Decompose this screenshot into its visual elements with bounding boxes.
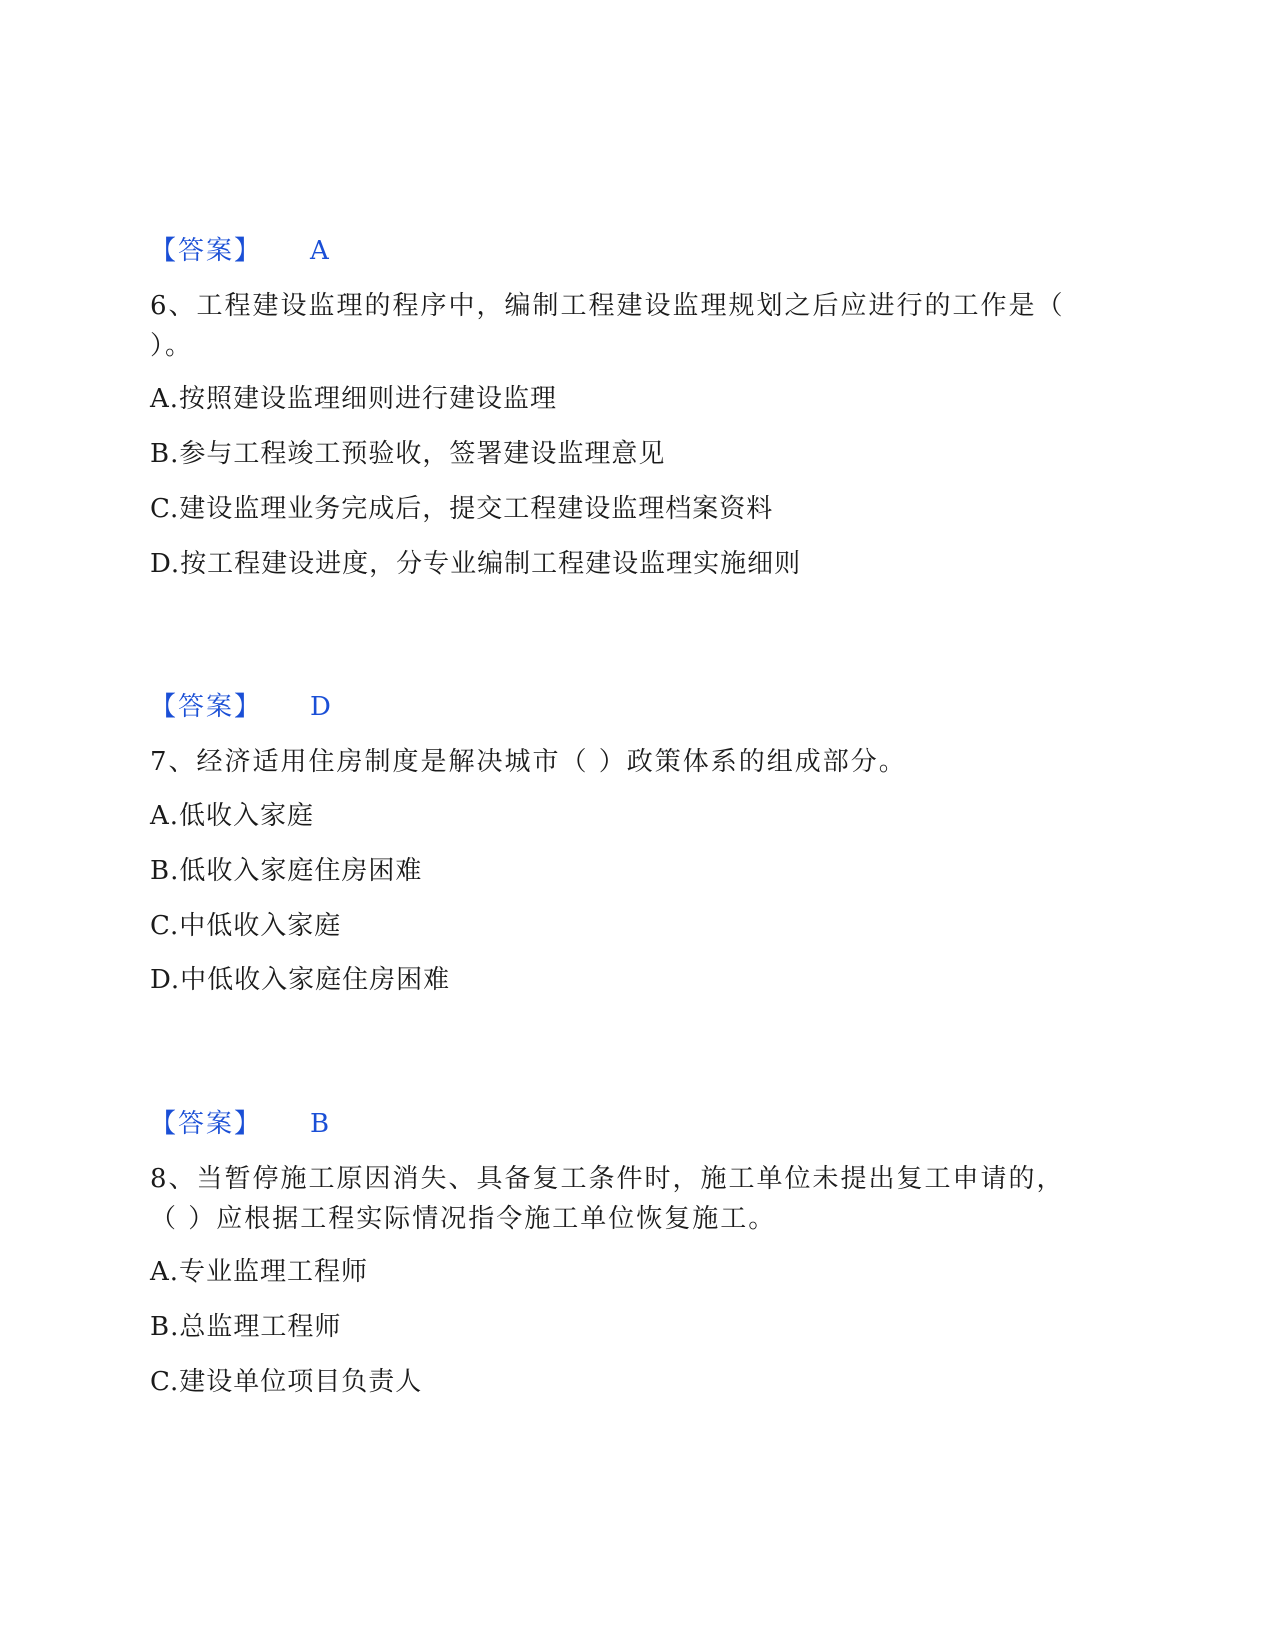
question-8-option-c: C.建设单位项目负责人 — [150, 1367, 423, 1397]
answer-label: 【答案】 — [150, 1109, 263, 1139]
answer-label: 【答案】 — [150, 236, 263, 266]
question-7-option-b: B.低收入家庭住房困难 — [150, 856, 423, 886]
question-6-option-d: D.按工程建设进度，分专业编制工程建设监理实施细则 — [150, 549, 802, 579]
answer-label: 【答案】 — [150, 692, 263, 722]
question-8-text: 8、当暂停施工原因消失、具备复工条件时，施工单位未提出复工申请的， — [150, 1164, 1065, 1194]
answer-value: D — [310, 692, 331, 722]
question-6-text-cont: ）。 — [150, 331, 194, 361]
question-7-option-c: C.中低收入家庭 — [150, 911, 342, 941]
question-6-option-a: A.按照建设监理细则进行建设监理 — [150, 384, 558, 414]
answer-row — [150, 235, 329, 267]
question-8-text-cont: （ ）应根据工程实际情况指令施工单位恢复施工。 — [150, 1204, 777, 1234]
answer-value: A — [310, 236, 329, 266]
question-7-option-a: A.低收入家庭 — [150, 801, 315, 831]
question-7-option-d: D.中低收入家庭住房困难 — [150, 965, 451, 995]
question-8-option-a: A.专业监理工程师 — [150, 1257, 369, 1287]
question-8-option-b: B.总监理工程师 — [150, 1312, 342, 1342]
answer-row — [150, 1108, 330, 1140]
answer-value: B — [310, 1109, 330, 1139]
question-7-text: 7、经济适用住房制度是解决城市（ ）政策体系的组成部分。 — [150, 747, 907, 777]
answer-row — [150, 691, 331, 723]
question-6-option-b: B.参与工程竣工预验收，签署建设监理意见 — [150, 439, 666, 469]
question-6-text: 6、工程建设监理的程序中，编制工程建设监理规划之后应进行的工作是（ — [150, 291, 1065, 321]
question-6-option-c: C.建设监理业务完成后，提交工程建设监理档案资料 — [150, 494, 774, 524]
